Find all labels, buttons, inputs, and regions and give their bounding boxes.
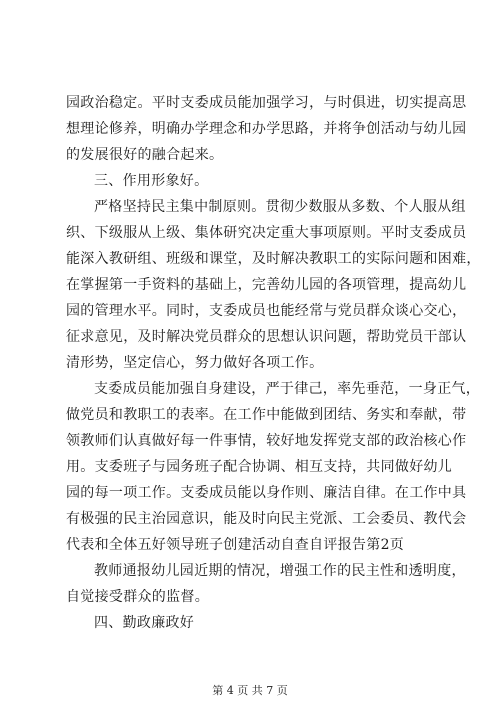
text-line: 三、作用形象好。 <box>94 173 209 189</box>
text-line: 做党员和教职工的表率。在工作中能做到团结、务实和奉献，带 <box>66 407 467 423</box>
text-line: 能深入教研组、班级和课堂，及时解决教职工的实际问题和困难， <box>66 251 481 267</box>
text-line: 在掌握第一手资料的基础上，完善幼儿园的各项管理，提高幼儿 <box>66 277 467 293</box>
text-line: 严格坚持民主集中制原则。贯彻少数服从多数、个人服从组 <box>94 199 466 215</box>
text-line: 园的每一项工作。支委成员能以身作则、廉洁自律。在工作中具 <box>66 485 467 501</box>
text-line: 领教师们认真做好每一件事情，较好地发挥党支部的政治核心作 <box>66 433 467 449</box>
text-line: 织、下级服从上级、集体研究决定重大事项原则。平时支委成员 <box>66 225 467 241</box>
text-line: 代表和全体五好领导班子创建活动自查自评报告第2页 <box>66 537 405 553</box>
text-line: 的发展很好的融合起来。 <box>66 147 224 163</box>
text-line: 园政治稳定。平时支委成员能加强学习，与时俱进，切实提高思 <box>66 95 467 111</box>
text-line: 教师通报幼儿园近期的情况，增强工作的民主性和透明度， <box>94 563 466 579</box>
text-line: 园的管理水平。同时，支委成员也能经常与党员群众谈心交心， <box>66 303 467 319</box>
text-line: 四、勤政廉政好 <box>94 615 195 631</box>
text-line: 清形势，坚定信心，努力做好各项工作。 <box>66 355 324 371</box>
text-line: 支委成员能加强自身建设，严于律己，率先垂范，一身正气， <box>94 381 481 397</box>
text-line: 想理论修养，明确办学理念和办学思路，并将争创活动与幼儿园 <box>66 121 467 137</box>
text-line: 有极强的民主治园意识，能及时向民主党派、工会委员、教代会 <box>66 511 467 527</box>
text-line: 用。支委班子与园务班子配合协调、相互支持，共同做好幼儿 <box>66 459 453 475</box>
document-body <box>66 90 481 636</box>
text-line: 征求意见，及时解决党员群众的思想认识问题，帮助党员干部认 <box>66 329 467 345</box>
page-footer: 第 4 页 共 7 页 <box>212 684 288 697</box>
text-line: 自觉接受群众的监督。 <box>66 589 209 605</box>
